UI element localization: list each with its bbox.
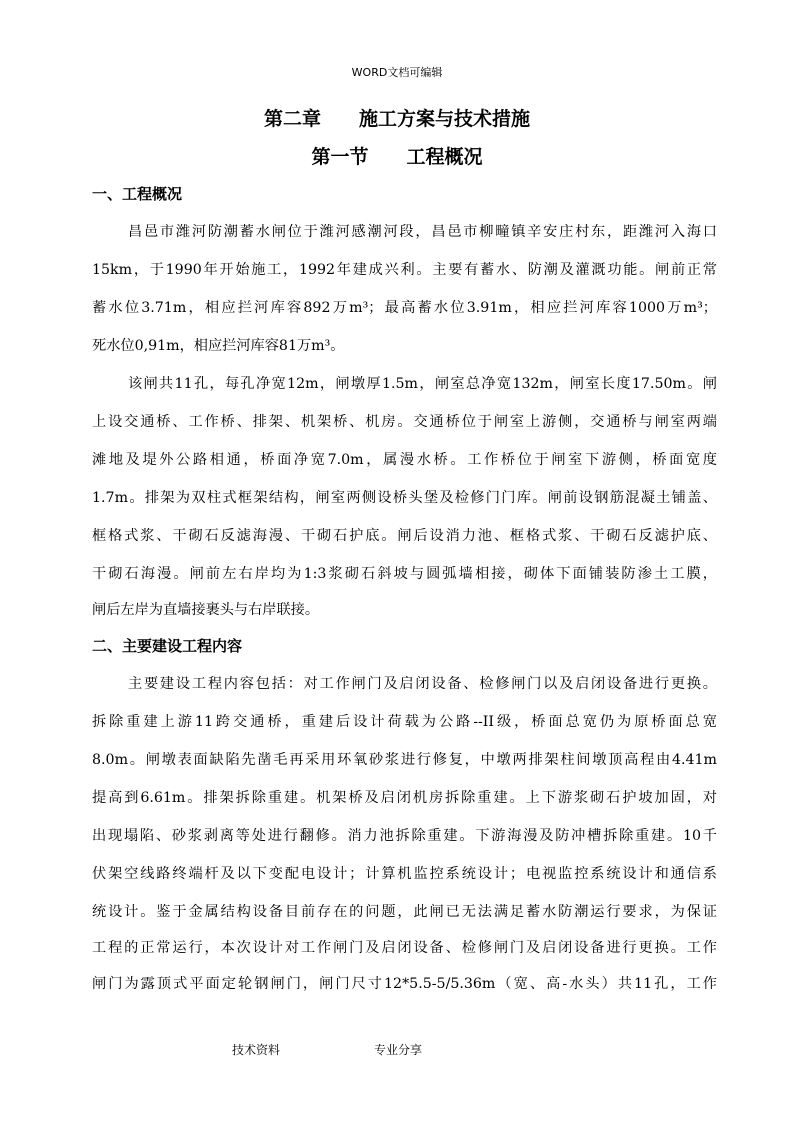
paragraph-line: 统设计。鉴于金属结构设备目前存在的问题，此闸已无法满足蓄水防潮运行要求，为保证 bbox=[92, 904, 717, 920]
paragraph-line: 15km，于1990年开始施工，1992年建成兴利。主要有蓄水、防潮及灌溉功能。闸前正常 bbox=[92, 262, 717, 278]
paragraph-line: 昌邑市潍河防潮蓄水闸位于潍河感潮河段，昌邑市柳疃镇辛安庄村东，距潍河入海口 bbox=[128, 224, 717, 240]
paragraph-line: 8.0m。闸墩表面缺陷先凿毛再采用环氧砂浆进行修复，中墩两排架柱间墩顶高程由4.41m bbox=[92, 752, 717, 768]
paragraph-line: 干砌石海漫。闸前左右岸均为1:3浆砌石斜坡与圆弧墙相接，砌体下面铺装防渗土工膜， bbox=[92, 566, 717, 582]
paragraph-line: 框格式浆、干砌石反滤海漫、干砌石护底。闸后设消力池、框格式浆、干砌石反滤护底、 bbox=[92, 528, 717, 544]
paragraph-line: 拆除重建上游11跨交通桥，重建后设计荷载为公路--II级，桥面总宽仍为原桥面总宽 bbox=[92, 714, 717, 730]
section-heading: 二、主要建设工程内容 bbox=[92, 637, 243, 655]
paragraph-line: 蓄水位3.71m，相应拦河库容892万m³；最高蓄水位3.91m，相应拦河库容1000万m³； bbox=[92, 300, 717, 316]
paragraph-line: 伏架空线路终端杆及以下变配电设计；计算机监控系统设计；电视监控系统设计和通信系 bbox=[92, 866, 717, 882]
paragraph-line: 1.7m。排架为双柱式框架结构，闸室两侧设桥头堡及检修门门库。闸前设钢筋混凝土铺盖、 bbox=[92, 490, 717, 506]
paragraph-line: 闸门为露顶式平面定轮钢闸门，闸门尺寸12*5.5-5/5.36m（宽、高-水头）共11孔，工作 bbox=[92, 976, 717, 992]
paragraph-line: 上设交通桥、工作桥、排架、机架桥、机房。交通桥位于闸室上游侧，交通桥与闸室两端 bbox=[92, 414, 717, 430]
paragraph-line: 滩地及堤外公路相通，桥面净宽7.0m，属漫水桥。工作桥位于闸室下游侧，桥面宽度 bbox=[92, 452, 717, 468]
paragraph-line: 工程的正常运行，本次设计对工作闸门及启闭设备、检修闸门及启闭设备进行更换。工作 bbox=[92, 940, 717, 956]
paragraph-line: 死水位0,91m，相应拦河库容81万m³。 bbox=[92, 338, 345, 354]
footer-left-text: 技术资料 bbox=[232, 1043, 281, 1057]
paragraph-line: 出现塌陷、砂浆剥离等处进行翻修。消力池拆除重建。下游海漫及防冲槽拆除重建。10千 bbox=[92, 828, 717, 844]
section-heading: 一、工程概况 bbox=[92, 185, 183, 203]
paragraph-line: 提高到6.61m。排架拆除重建。机架桥及启闭机房拆除重建。上下游浆砌石护坡加固，对 bbox=[92, 790, 717, 806]
footer-right-text: 专业分享 bbox=[374, 1043, 423, 1057]
paragraph-line: 该闸共11孔，每孔净宽12m，闸墩厚1.5m，闸室总净宽132m，闸室长度17.50m。闸 bbox=[128, 376, 717, 392]
page-header: WORD文档可编辑 bbox=[351, 66, 443, 79]
paragraph-line: 主要建设工程内容包括：对工作闸门及启闭设备、检修闸门以及启闭设备进行更换。 bbox=[128, 676, 717, 692]
chapter-title: 第二章 施工方案与技术措施 bbox=[263, 108, 530, 130]
section-title: 第一节 工程概况 bbox=[311, 146, 483, 168]
paragraph-line: 闸后左岸为直墙接裹头与右岸联接。 bbox=[92, 602, 320, 618]
